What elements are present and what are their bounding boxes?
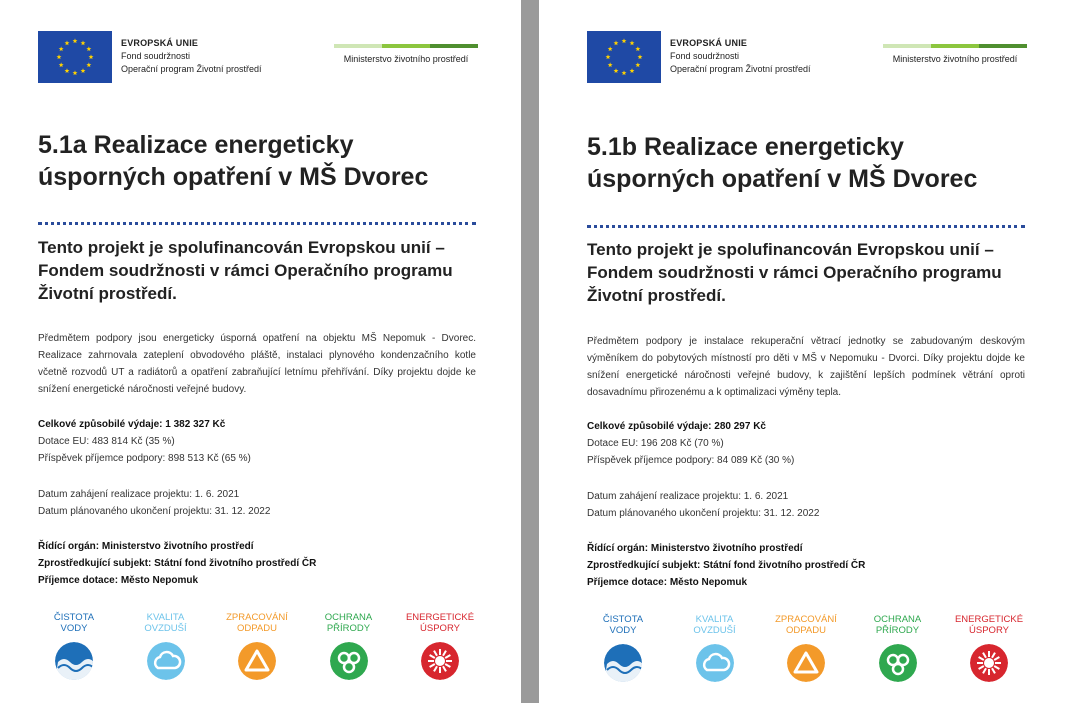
benefit-label-line1: KVALITA: [146, 612, 185, 623]
water-wave-icon: [55, 642, 93, 680]
benefit-label-line2: PŘÍRODY: [875, 625, 920, 636]
eu-star: [630, 41, 635, 46]
ministry-logo: [883, 44, 1027, 64]
eu-line2: Fond soudržnosti: [121, 51, 191, 61]
eu-star: [65, 41, 70, 46]
recipient-contribution: Příspěvek příjemce podpory: 84 089 Kč (30 %): [587, 455, 795, 466]
benefit-label-line2: VODY: [609, 625, 637, 636]
benefit-icon-item: [313, 612, 385, 680]
eu-star: [608, 46, 613, 51]
poster-right: [539, 0, 1069, 703]
benefit-icon-item: [862, 614, 934, 682]
benefit-label-line1: ZPRACOVÁNÍ: [775, 614, 837, 625]
ministry-bar: [334, 44, 382, 48]
cloud-icon: [696, 644, 734, 682]
eu-line2: Fond soudržnosti: [670, 51, 740, 61]
eu-star: [59, 62, 64, 67]
page-title: [38, 129, 428, 193]
eu-flag-icon: [587, 31, 661, 83]
benefit-icon-label: [54, 612, 94, 636]
ministry-name: Ministerstvo životního prostředí: [343, 54, 469, 64]
eu-grant: Dotace EU: 196 208 Kč (70 %): [587, 438, 724, 449]
nature-circles-icon: [330, 642, 368, 680]
start-date: Datum zahájení realizace projektu: 1. 6. 2021: [587, 491, 789, 502]
ministry-bar: [931, 44, 979, 48]
financing-info: [587, 418, 794, 469]
eu-line1: EVROPSKÁ UNIE: [670, 38, 748, 48]
recipient-contribution: Příspěvek příjemce podpory: 898 513 Kč (65 %): [38, 453, 251, 464]
eu-line1: EVROPSKÁ UNIE: [121, 38, 199, 48]
benefit-icon-label: [775, 614, 837, 638]
recycle-triangle-icon: [238, 642, 276, 680]
eu-star: [606, 54, 611, 59]
benefit-icon-item: [679, 614, 751, 682]
eu-star: [638, 54, 643, 59]
eu-flag-icon: [38, 31, 112, 83]
eu-star: [635, 62, 640, 67]
total-costs: Celkové způsobilé výdaje: 280 297 Kč: [587, 421, 766, 432]
benefit-label-line1: OCHRANA: [873, 614, 922, 625]
eu-star: [608, 62, 613, 67]
subtitle-line1: Tento projekt je spolufinancován Evropskou unií –: [38, 238, 445, 257]
eu-label: [121, 37, 262, 76]
eu-star: [81, 68, 86, 73]
ministry-bar: [430, 44, 478, 48]
benefit-icon-item: [221, 612, 293, 680]
eu-star: [614, 68, 619, 73]
benefit-label-line1: OCHRANA: [324, 612, 373, 623]
start-date: Datum zahájení realizace projektu: 1. 6. 2021: [38, 489, 240, 500]
benefit-icon-item: [38, 612, 110, 680]
benefit-label-line2: OVZDUŠÍ: [144, 623, 187, 634]
eu-star: [65, 68, 70, 73]
eu-star: [81, 41, 86, 46]
total-costs: Celkové způsobilé výdaje: 1 382 327 Kč: [38, 419, 226, 430]
grant-recipient: Příjemce dotace: Město Nepomuk: [38, 575, 199, 586]
page-title: [587, 131, 977, 195]
eu-label: [670, 37, 811, 76]
eu-line3: Operační program Životní prostředí: [670, 64, 811, 74]
intermediary-body: Zprostředkující subjekt: Státní fond životního prostředí ČR: [587, 560, 866, 571]
poster-left: [0, 0, 521, 703]
benefit-label-line2: ODPADU: [237, 623, 277, 634]
benefit-icon-item: [953, 614, 1025, 682]
eu-grant: Dotace EU: 483 814 Kč (35 %): [38, 436, 175, 447]
subtitle-line2: Fondem soudržnosti v rámci Operačního programu: [38, 261, 453, 280]
benefit-icon-label: [144, 612, 186, 636]
benefit-icon-label: [693, 614, 735, 638]
subtitle-line2: Fondem soudržnosti v rámci Operačního programu: [587, 263, 1002, 282]
benefit-icon-item: [130, 612, 202, 680]
end-date: Datum plánovaného ukončení projektu: 31. 12. 2022: [38, 506, 271, 517]
eu-line3: Operační program Životní prostředí: [121, 64, 262, 74]
dates-info: [587, 488, 819, 522]
managing-authority: Řídící orgán: Ministerstvo životního prostředí: [587, 543, 803, 554]
sun-energy-icon: [970, 644, 1008, 682]
dotted-divider: [587, 225, 1025, 231]
benefit-icon-label: [603, 614, 643, 638]
benefit-label-line2: PŘÍRODY: [326, 623, 371, 634]
title-line1: 5.1b Realizace energeticky: [587, 133, 904, 161]
eu-star: [89, 54, 94, 59]
benefit-icon-label: [325, 612, 373, 636]
benefit-icon-label: [955, 614, 1023, 638]
benefit-icon-label: [406, 612, 474, 636]
ministry-bars: [883, 44, 1027, 48]
project-description: Předmětem podpory je instalace rekuperační větrací jednotky se zabudovaným deskovým výměníkem do pobytových místností pro děti v MŠ v Nepomuku - Dvorci. Díky projektu dojde ke snížení energetické náročnosti veřejné budovy, k zajištění lepších podmínek větrání oproti dosavadnímu přirozenému a k optimalizaci výměny tepla.: [587, 336, 1025, 398]
project-description: Předmětem podpory jsou energeticky úsporná opatření na objektu MŠ Nepomuk - Dvorec. Realizace zahrnovala zateplení obvodového pláště, instalaci plynového kondenzačního kotle včetně rozvodů UT a radiátorů a opatření zabraňující letnímu přehřívání. Díky projektu dojde ke snížení energetické náročnosti veřejné budovy.: [38, 333, 476, 395]
eu-star: [73, 70, 78, 75]
benefit-label-line2: OVZDUŠÍ: [693, 625, 736, 636]
benefit-label-line1: ČISTOTA: [602, 614, 644, 625]
authorities-info: [38, 538, 316, 589]
ministry-bar: [382, 44, 430, 48]
benefit-label-line2: ODPADU: [786, 625, 826, 636]
intermediary-body: Zprostředkující subjekt: Státní fond životního prostředí ČR: [38, 558, 317, 569]
ministry-bar: [979, 44, 1027, 48]
financing-info: [38, 416, 251, 467]
eu-star: [622, 38, 627, 43]
eu-star: [57, 54, 62, 59]
eu-star: [630, 68, 635, 73]
benefit-icons: [38, 612, 476, 680]
end-date: Datum plánovaného ukončení projektu: 31. 12. 2022: [587, 508, 820, 519]
benefit-label-line1: KVALITA: [695, 614, 734, 625]
sun-energy-icon: [421, 642, 459, 680]
eu-star: [73, 38, 78, 43]
benefit-label-line2: ÚSPORY: [420, 623, 460, 634]
subtitle-line3: Životní prostředí.: [38, 284, 177, 303]
eu-star: [59, 46, 64, 51]
eu-star: [635, 46, 640, 51]
subtitle-line1: Tento projekt je spolufinancován Evropskou unií –: [587, 240, 994, 259]
managing-authority: Řídící orgán: Ministerstvo životního prostředí: [38, 541, 254, 552]
benefit-label-line1: ENERGETICKÉ: [405, 612, 475, 623]
cloud-icon: [147, 642, 185, 680]
eu-star: [614, 41, 619, 46]
subtitle: [38, 236, 453, 305]
benefit-icon-label: [226, 612, 288, 636]
benefit-icons: [587, 614, 1025, 682]
benefit-icon-item: [587, 614, 659, 682]
grant-recipient: Příjemce dotace: Město Nepomuk: [587, 577, 748, 588]
benefit-label-line1: ENERGETICKÉ: [954, 614, 1024, 625]
benefit-label-line2: ÚSPORY: [969, 625, 1009, 636]
ministry-logo: [334, 44, 478, 64]
ministry-bar: [883, 44, 931, 48]
ministry-name: Ministerstvo životního prostředí: [892, 54, 1018, 64]
benefit-label-line1: ZPRACOVÁNÍ: [226, 612, 288, 623]
dotted-divider: [38, 222, 476, 228]
dates-info: [38, 486, 270, 520]
authorities-info: [587, 540, 865, 591]
eu-star: [86, 62, 91, 67]
title-line2: úsporných opatření v MŠ Dvorec: [587, 165, 978, 193]
nature-circles-icon: [879, 644, 917, 682]
benefit-icon-item: [404, 612, 476, 680]
benefit-label-line1: ČISTOTA: [53, 612, 95, 623]
benefit-icon-item: [770, 614, 842, 682]
eu-star: [622, 70, 627, 75]
recycle-triangle-icon: [787, 644, 825, 682]
benefit-label-line2: VODY: [60, 623, 88, 634]
water-wave-icon: [604, 644, 642, 682]
ministry-bars: [334, 44, 478, 48]
subtitle: [587, 238, 1002, 307]
eu-star: [86, 46, 91, 51]
title-line1: 5.1a Realizace energeticky: [38, 131, 354, 159]
subtitle-line3: Životní prostředí.: [587, 286, 726, 305]
title-line2: úsporných opatření v MŠ Dvorec: [38, 163, 429, 191]
benefit-icon-label: [874, 614, 922, 638]
